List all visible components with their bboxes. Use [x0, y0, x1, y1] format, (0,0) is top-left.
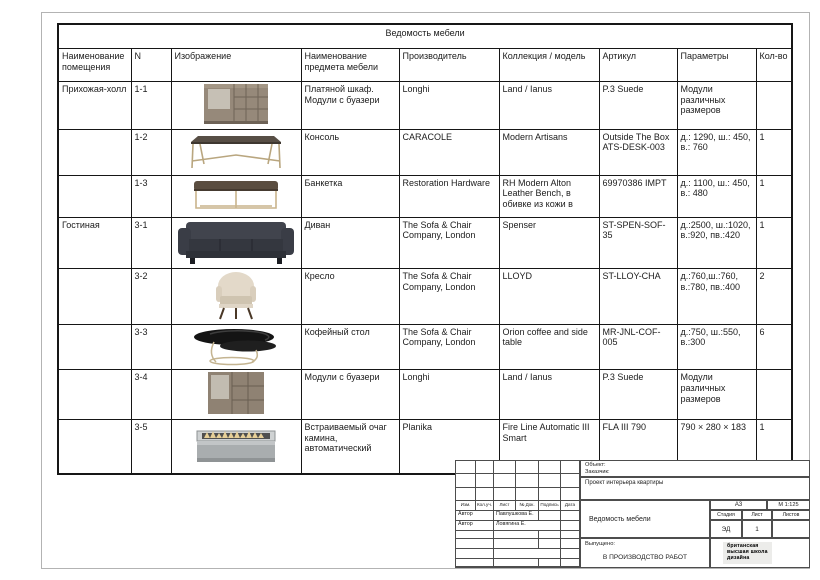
cell-image — [171, 370, 301, 420]
sheet-scale: М 1:125 — [767, 500, 810, 510]
signature-name: Павлушкова Е. — [494, 511, 539, 521]
cell-room: Прихожая-холл — [58, 82, 131, 130]
cell-collection: Land / Ianus — [499, 370, 599, 420]
cell-item: Банкетка — [301, 175, 399, 217]
cell-image — [171, 324, 301, 370]
table-row — [58, 129, 792, 175]
signature-role: Автор — [456, 511, 494, 521]
cell-params: д.: 1100, ш.: 450, в.: 480 — [677, 175, 756, 217]
signature-name: Ловягина Е. — [494, 521, 539, 531]
cell-item: Диван — [301, 217, 399, 269]
cell-image — [171, 82, 301, 130]
cell-qty: 1 — [756, 217, 792, 269]
cell-n: 1-2 — [131, 129, 171, 175]
rev-header-koluch: Кол.уч. — [476, 501, 494, 511]
revision-grid — [455, 460, 580, 568]
cell-n: 3-2 — [131, 269, 171, 325]
cell-manufacturer: The Sofa & Chair Company, London — [399, 217, 499, 269]
col-header-qty: Кол-во — [756, 49, 792, 82]
table-header-row — [58, 49, 792, 82]
cell-room — [58, 370, 131, 420]
cell-params: Модули различных размеров — [677, 370, 756, 420]
cell-collection: Modern Artisans — [499, 129, 599, 175]
cell-manufacturer: Longhi — [399, 82, 499, 130]
col-header-room: Наименование помещения — [58, 49, 131, 82]
issued-label: Выпущено: — [585, 541, 616, 547]
logo-line: дизайна — [727, 554, 750, 561]
cell-article: MR-JNL-COF-005 — [599, 324, 677, 370]
cell-qty: 1 — [756, 175, 792, 217]
cell-article: FLA III 790 — [599, 420, 677, 474]
cell-n: 3-3 — [131, 324, 171, 370]
cell-item: Модули с буазери — [301, 370, 399, 420]
cell-collection: Fire Line Automatic III Smart — [499, 420, 599, 474]
cell-qty: 6 — [756, 324, 792, 370]
rev-header-podpis: Подпись — [539, 501, 561, 511]
cell-article: 69970386 IMPT — [599, 175, 677, 217]
cell-image — [171, 129, 301, 175]
cell-n: 3-1 — [131, 217, 171, 269]
sheet-format: А3 — [710, 500, 767, 510]
wardrobe-boiserie-image — [203, 83, 269, 125]
cell-collection: RH Modern Alton Leather Bench, в обивке из кожи в — [499, 175, 599, 217]
fireplace-insert-image — [194, 424, 278, 466]
cell-room: Гостиная — [58, 217, 131, 269]
cell-manufacturer: Longhi — [399, 370, 499, 420]
console-image — [186, 131, 286, 171]
rev-header-dok: № Док. — [516, 501, 539, 511]
cell-params: Модули различных размеров — [677, 82, 756, 130]
cell-n: 3-5 — [131, 420, 171, 474]
col-header-manufacturer: Производитель — [399, 49, 499, 82]
cell-image — [171, 269, 301, 325]
table-row — [58, 82, 792, 130]
stage-label: Стадия — [710, 510, 742, 520]
col-header-item: Наименование предмета мебели — [301, 49, 399, 82]
school-logo — [710, 538, 810, 568]
doc-title: Ведомость мебели — [580, 500, 710, 538]
armchair-image — [210, 270, 262, 320]
cell-n: 1-1 — [131, 82, 171, 130]
boiserie-modules-image — [207, 371, 265, 415]
sheets-value — [772, 520, 810, 538]
cell-article: ST-LLOY-CHA — [599, 269, 677, 325]
client-label: Заказчик: — [585, 468, 610, 475]
logo-line: британская — [727, 543, 759, 550]
cell-qty — [756, 82, 792, 130]
cell-n: 3-4 — [131, 370, 171, 420]
col-header-params: Параметры — [677, 49, 756, 82]
col-header-image: Изображение — [171, 49, 301, 82]
sheet-label: Лист — [742, 510, 772, 520]
cell-article: Outside The Box ATS-DESK-003 — [599, 129, 677, 175]
bench-image — [186, 179, 286, 211]
table-row — [58, 324, 792, 370]
cell-room — [58, 175, 131, 217]
sofa-image — [174, 219, 298, 265]
cell-manufacturer: The Sofa & Chair Company, London — [399, 324, 499, 370]
cell-item: Кофейный стол — [301, 324, 399, 370]
furniture-table — [57, 23, 793, 475]
signature-role: Автор — [456, 521, 494, 531]
cell-article: P.3 Suede — [599, 370, 677, 420]
cell-n: 1-3 — [131, 175, 171, 217]
cell-params: д.: 1290, ш.: 450, в.: 760 — [677, 129, 756, 175]
cell-image — [171, 217, 301, 269]
cell-image — [171, 175, 301, 217]
title-block — [455, 460, 810, 568]
project-title: Проект интерьера квартиры — [580, 477, 810, 500]
cell-params: д.:750, ш.:550, в.:300 — [677, 324, 756, 370]
cell-manufacturer: Restoration Hardware — [399, 175, 499, 217]
cell-qty: 1 — [756, 420, 792, 474]
cell-params: д.:2500, ш.:1020, в.:920, пв.:420 — [677, 217, 756, 269]
table-row — [58, 370, 792, 420]
cell-collection: Spenser — [499, 217, 599, 269]
cell-manufacturer: CARACOLE — [399, 129, 499, 175]
cell-room — [58, 269, 131, 325]
rev-header-data: Дата — [561, 501, 579, 511]
object-label: Объект: — [585, 462, 606, 468]
cell-collection: Orion coffee and side table — [499, 324, 599, 370]
cell-params: д.:760,ш.:760, в.:780, пв.:400 — [677, 269, 756, 325]
coffee-table-image — [190, 326, 282, 366]
cell-manufacturer: The Sofa & Chair Company, London — [399, 269, 499, 325]
cell-room — [58, 420, 131, 474]
cell-collection: Land / Ianus — [499, 82, 599, 130]
cell-item: Консоль — [301, 129, 399, 175]
cell-image — [171, 420, 301, 474]
table-title: Ведомость мебели — [58, 24, 792, 49]
cell-article: P.3 Suede — [599, 82, 677, 130]
table-row — [58, 217, 792, 269]
table-row — [58, 269, 792, 325]
cell-qty — [756, 370, 792, 420]
col-header-collection: Коллекция / модель — [499, 49, 599, 82]
sheet-value: 1 — [742, 520, 772, 538]
cell-room — [58, 324, 131, 370]
cell-item: Встраиваемый очаг камина, автоматический — [301, 420, 399, 474]
cell-qty: 2 — [756, 269, 792, 325]
cell-item: Платяной шкаф. Модули с буазери — [301, 82, 399, 130]
rev-header-list: Лист — [494, 501, 516, 511]
rev-header-izm: Изм. — [456, 501, 476, 511]
cell-collection: LLOYD — [499, 269, 599, 325]
sheets-label: Листов — [772, 510, 810, 520]
col-header-n: N — [131, 49, 171, 82]
col-header-article: Артикул — [599, 49, 677, 82]
logo-line: высшая школа — [727, 549, 768, 556]
table-title-row — [58, 24, 792, 49]
table-row — [58, 175, 792, 217]
cell-manufacturer: Planika — [399, 420, 499, 474]
cell-room — [58, 129, 131, 175]
issued-value: В ПРОИЗВОДСТВО РАБОТ — [602, 554, 688, 561]
cell-item: Кресло — [301, 269, 399, 325]
cell-qty: 1 — [756, 129, 792, 175]
stage-value: ЭД — [710, 520, 742, 538]
object-client-box — [580, 460, 810, 477]
issued-box — [580, 538, 710, 568]
cell-params: 790 × 280 × 183 — [677, 420, 756, 474]
cell-article: ST-SPEN-SOF-35 — [599, 217, 677, 269]
